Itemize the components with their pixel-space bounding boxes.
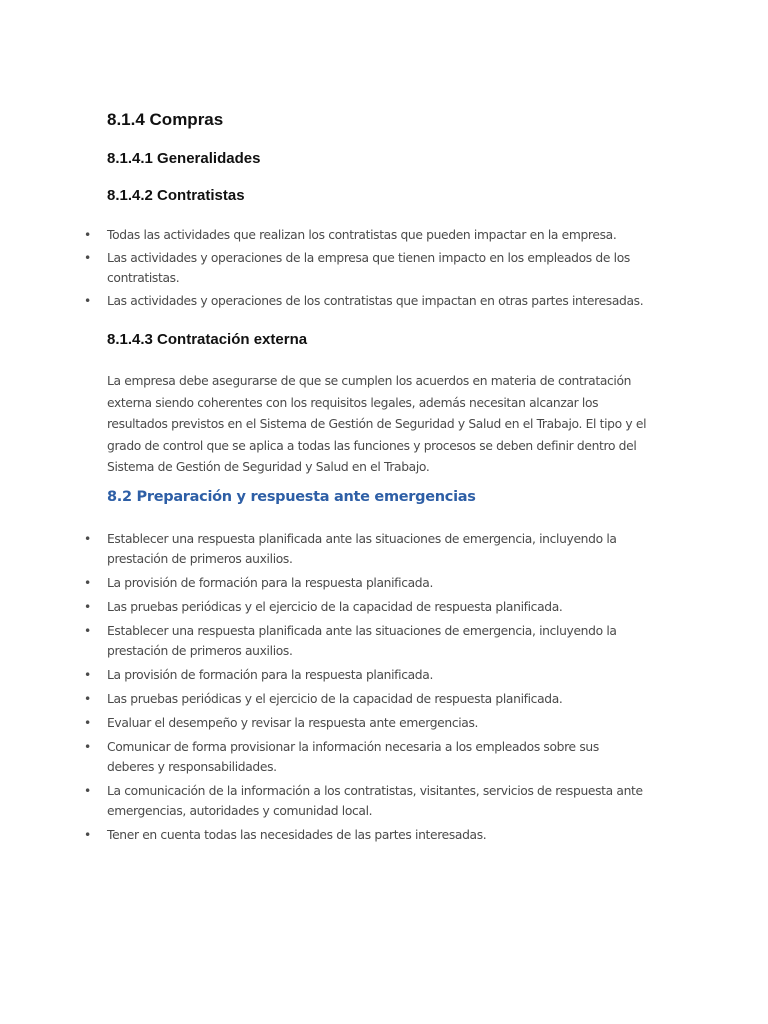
list-item-text: Evaluar el desempeño y revisar la respuesta ante emergencias. <box>107 716 479 731</box>
heading-compras: 8.1.4 Compras <box>107 110 224 129</box>
list-item <box>0 226 647 246</box>
list-item <box>0 826 647 846</box>
bullet-icon: • <box>84 691 91 706</box>
bullet-icon: • <box>84 716 91 731</box>
list-item-text: Las actividades y operaciones de los contratistas que impactan en otras partes interesadas. <box>107 293 644 308</box>
bullet-icon: • <box>84 624 91 639</box>
list-item-text: Establecer una respuesta planificada ante las situaciones de emergencia, incluyendo la prestación de primeros auxilios. <box>107 624 617 658</box>
list-item <box>0 690 647 710</box>
heading-generalidades: 8.1.4.1 Generalidades <box>107 150 261 167</box>
bullet-icon: • <box>84 228 91 242</box>
bullet-icon: • <box>84 784 91 798</box>
bullet-icon: • <box>84 251 91 265</box>
heading-contratistas: 8.1.4.2 Contratistas <box>107 187 245 204</box>
list-item <box>0 292 647 312</box>
list-item <box>0 574 647 594</box>
bullet-icon: • <box>84 599 91 614</box>
contratacion-paragraph: La empresa debe asegurarse de que se cumplen los acuerdos en materia de contratación externa siendo coherentes con los requisitos legales, además necesitan alcanzar los resultados previstos en el Sistema de Gestión de Seguridad y Salud en el Trabajo. El tipo y el grado de control que se aplica a todas las funciones y procesos se deben definir dentro del Sistema de Gestión de Seguridad y Salud en el Trabajo. <box>107 374 647 474</box>
list-item <box>0 666 647 686</box>
bullet-icon: • <box>84 740 91 755</box>
heading-contratacion-externa: 8.1.4.3 Contratación externa <box>107 331 308 348</box>
list-item-text: Las pruebas periódicas y el ejercicio de la capacidad de respuesta planificada. <box>107 599 563 614</box>
list-item-text: La provisión de formación para la respuesta planificada. <box>107 575 433 590</box>
list-item-text: Las actividades y operaciones de la empresa que tienen impacto en los empleados de los contratistas. <box>107 251 630 285</box>
list-item-text: La comunicación de la información a los contratistas, visitantes, servicios de respuesta ante emergencias, autoridades y comunidad local. <box>107 784 643 818</box>
list-item-text: Comunicar de forma provisionar la información necesaria a los empleados sobre sus deberes y responsabilidades. <box>107 740 599 774</box>
list-item-text: Establecer una respuesta planificada ante las situaciones de emergencia, incluyendo la prestación de primeros auxilios. <box>107 532 617 566</box>
list-item <box>0 714 647 734</box>
bullet-icon: • <box>84 532 91 546</box>
list-item-text: Las pruebas periódicas y el ejercicio de la capacidad de respuesta planificada. <box>107 691 563 706</box>
bullet-icon: • <box>84 827 91 842</box>
list-item <box>0 738 647 777</box>
list-item <box>0 249 647 288</box>
list-item-text: Tener en cuenta todas las necesidades de las partes interesadas. <box>107 827 487 842</box>
list-item <box>0 622 647 661</box>
bullet-icon: • <box>84 667 91 682</box>
list-item <box>0 598 647 618</box>
heading-preparacion-emergencias: 8.2 Preparación y respuesta ante emergencias <box>107 489 476 505</box>
bullet-icon: • <box>84 293 91 308</box>
list-item <box>0 530 647 569</box>
emergencias-list <box>0 530 768 850</box>
list-item <box>0 782 647 821</box>
contratistas-list <box>0 226 768 315</box>
bullet-icon: • <box>84 575 91 590</box>
list-item-text: Todas las actividades que realizan los contratistas que pueden impactar en la empresa. <box>107 228 617 242</box>
list-item-text: La provisión de formación para la respuesta planificada. <box>107 667 433 682</box>
